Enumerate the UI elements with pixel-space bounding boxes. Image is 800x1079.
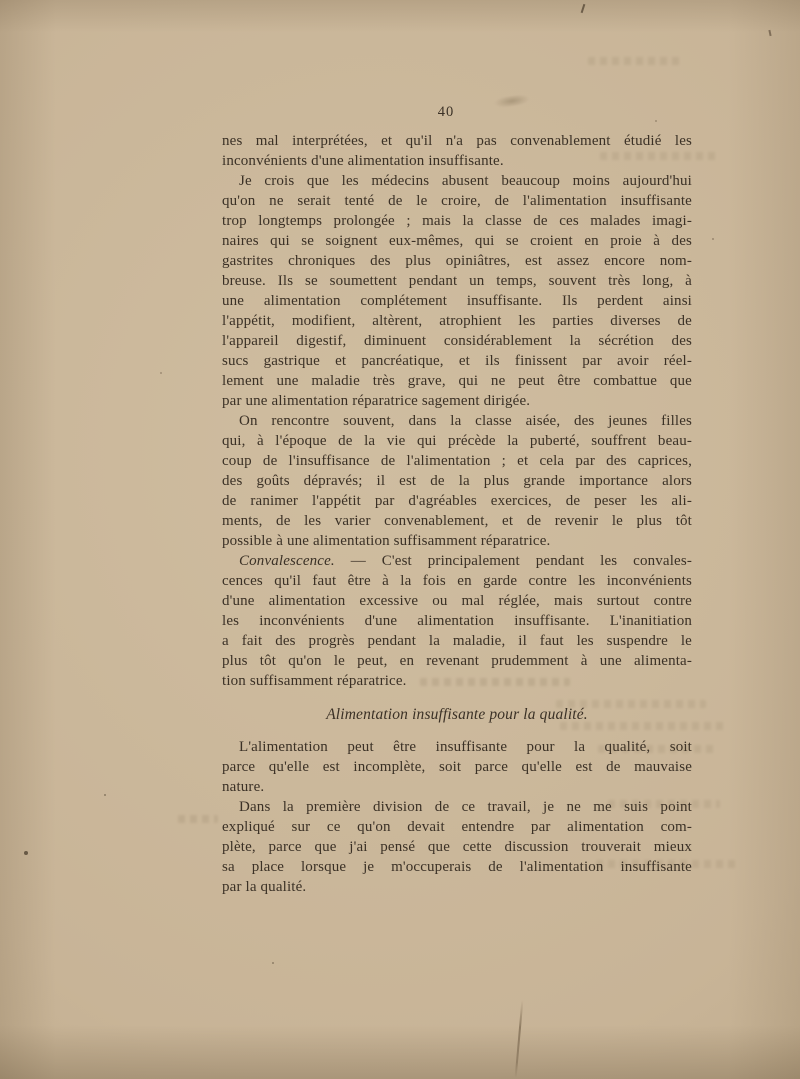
text-line: de ranimer l'appétit par d'agréables exercices, de peser les ali- (222, 493, 692, 509)
bleed-through-mark (556, 700, 706, 708)
text-line: des goûts dépravés; il est de la plus grande importance alors (222, 473, 692, 489)
text-line: par la qualité. (222, 879, 307, 895)
text-line: expliqué sur ce qu'on devait entendre par alimentation com- (222, 819, 692, 835)
text-line: d'une alimentation excessive ou mal réglée, mais surtout contre (222, 593, 692, 609)
text-line: nes mal interprétées, et qu'il n'a pas convenablement étudié les (222, 133, 692, 149)
text-line: nature. (222, 779, 265, 795)
page-number: 40 (437, 104, 455, 120)
text-line: qu'on ne serait tenté de le croire, de l'alimentation insuffisante (222, 193, 692, 209)
bleed-through-mark (178, 815, 218, 823)
text-line: gastrites chroniques des plus opiniâtres, est assez encore nom- (222, 253, 692, 269)
text-line: l'appareil digestif, diminuent considérablement la sécrétion des (222, 333, 692, 349)
text-line: inconvénients d'une alimentation insuffisante. (222, 153, 504, 169)
paper-speck (655, 120, 657, 122)
italic-lead: Convalescence. (239, 553, 335, 569)
section-heading: Alimentation insuffisante pour la qualité. (326, 706, 588, 723)
stray-ink-mark (581, 4, 586, 13)
text-line: par une alimentation réparatrice sagement dirigée. (222, 393, 531, 409)
text-line: parce qu'elle est incomplète, soit parce qu'elle est de mauvaise (222, 759, 692, 775)
text-line: une alimentation complétement insuffisante. Ils perdent ainsi (222, 293, 692, 309)
text-line: qui, à l'époque de la vie qui précède la puberté, souffrent beau- (222, 433, 692, 449)
paper-speck (712, 238, 714, 240)
paper-speck (272, 962, 274, 964)
text-block (222, 131, 692, 897)
text-line: lement une maladie très grave, qui ne peut être combattue que (222, 373, 692, 389)
text-line: a fait des progrès pendant la maladie, il faut les suspendre le (222, 633, 692, 649)
stray-ink-mark (768, 30, 771, 36)
bleed-through-mark (598, 745, 716, 753)
text-line: ments, de les varier convenablement, et de revenir le plus tôt (222, 513, 692, 529)
text-line: On rencontre souvent, dans la classe aisée, des jeunes filles (239, 413, 692, 429)
text-line: Je crois que les médecins abusent beaucoup moins aujourd'hui (239, 173, 692, 189)
bleed-through-mark (560, 722, 728, 730)
text-line: Convalescence. — C'est principalement pendant les convales- (239, 553, 692, 569)
text-line: breuse. Ils se soumettent pendant un temps, souvent très long, à (222, 273, 692, 289)
text-line: plète, parce que j'ai pensé que cette discussion trouverait mieux (222, 839, 692, 855)
text-line: les inconvénients d'une alimentation insuffisante. L'inanitiation (222, 613, 692, 629)
text-line: l'appétit, modifient, altèrent, atrophient les parties diverses de (222, 313, 692, 329)
text-line: sa place lorsque je m'occuperais de l'alimentation insuffisante (222, 859, 692, 875)
ink-dot (24, 851, 28, 855)
paper-speck (104, 794, 106, 796)
text-line: possible à une alimentation suffisamment réparatrice. (222, 533, 551, 549)
paper-crease (515, 1000, 523, 1078)
text-line: coup de l'insuffisance de l'alimentation ; et cela par des caprices, (222, 453, 692, 469)
bleed-through-mark (420, 678, 570, 686)
bleed-through-mark (608, 800, 720, 808)
text-line: sucs gastrique et pancréatique, et ils finissent par avoir réel- (222, 353, 692, 369)
bleed-through-mark (588, 57, 680, 65)
bleed-through-mark (596, 860, 736, 868)
text-line: plus tôt qu'on le peut, en revenant prudemment à une alimenta- (222, 653, 692, 669)
paper-speck (160, 372, 162, 374)
text-line: L'alimentation peut être insuffisante pour la qualité, soit (239, 739, 692, 755)
text-line: naires qui se soignent eux-mêmes, qui se croient en proie à des (222, 233, 692, 249)
bleed-through-mark (600, 152, 718, 160)
text-line: cences qu'il faut être à la fois en garde contre les inconvénients (222, 573, 692, 589)
text-line: trop longtemps prolongée ; mais la classe de ces malades imagi- (222, 213, 692, 229)
text-line: tion suffisamment réparatrice. (222, 673, 407, 689)
text-line: Dans la première division de ce travail, je ne me suis point (239, 799, 692, 815)
